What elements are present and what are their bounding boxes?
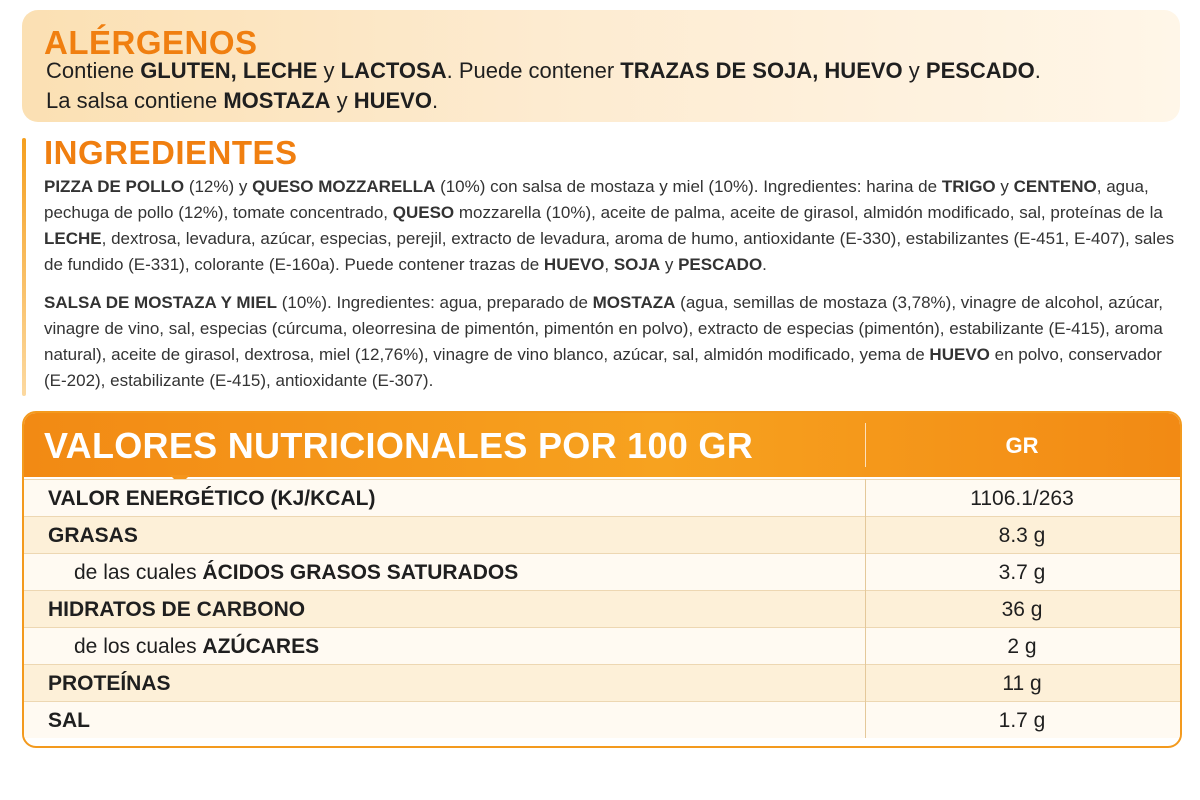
bold-segment: LECHE (44, 229, 102, 248)
row-divider (24, 664, 1180, 665)
nutrient-value: 8.3 g (998, 524, 1046, 547)
text-segment: (12%) y (184, 177, 253, 196)
text-segment: (agua, semillas de mostaza (3,78%), vinagre de alcohol, azúcar, vinagre de vino, sal, especias (cúrcuma, oleorresina de pimentón, pimentón en polvo), extracto de especias (pimentón), estabilizante (E-415), aroma natural), aceite de girasol, dextrosa, miel (12,76%), vinagre de vino blanco, azúcar, sal, almidón modificado, yema de (44, 293, 1164, 364)
nutrient-value: 1.7 g (998, 709, 1046, 732)
ingredients-section (22, 128, 1180, 400)
text-segment: y (995, 177, 1014, 196)
nutrient-label (48, 487, 375, 511)
bold-segment: MOSTAZA (592, 293, 676, 312)
nutrient-label (74, 561, 518, 585)
text-segment: Contiene (46, 58, 141, 83)
bold-segment: HUEVO (353, 88, 432, 113)
table-row (24, 701, 1180, 738)
nutrient-label (48, 598, 305, 622)
row-divider (24, 701, 1180, 702)
bold-segment: LACTOSA (340, 58, 447, 83)
text-segment: , (604, 255, 614, 274)
nutrient-name: VALOR ENERGÉTICO (KJ/KCAL) (48, 487, 376, 510)
bold-segment: TRIGO (941, 177, 996, 196)
row-divider (24, 553, 1180, 554)
table-row (24, 590, 1180, 627)
ingredients-title: INGREDIENTES (44, 134, 298, 171)
allergens-title: ALÉRGENOS (44, 24, 258, 61)
bold-segment: PESCADO (678, 255, 763, 274)
text-segment: y (317, 58, 341, 83)
text-segment: mozzarella (10%), aceite de palma, aceite de girasol, almidón modificado, sal, proteínas de la (454, 203, 1163, 222)
nutrient-name: SAL (48, 709, 90, 732)
bold-segment: HUEVO (929, 345, 990, 364)
row-divider (24, 516, 1180, 517)
table-row (24, 479, 1180, 516)
bold-segment: MOSTAZA (223, 88, 331, 113)
table-row (24, 627, 1180, 664)
nutrient-label-prefix: de las cuales (74, 561, 203, 584)
nutrient-value: 2 g (1007, 635, 1037, 658)
allergens-line-1 (46, 58, 1041, 84)
nutrient-label-prefix: de los cuales (74, 635, 203, 658)
text-segment: . (431, 88, 439, 113)
bold-segment: PESCADO (925, 58, 1035, 83)
table-row (24, 664, 1180, 701)
table-row (24, 553, 1180, 590)
bold-segment: QUESO (392, 203, 455, 222)
nutrient-name: AZÚCARES (202, 635, 320, 658)
text-segment: . (1034, 58, 1041, 83)
text-segment: (10%). Ingredientes: agua, preparado de (276, 293, 593, 312)
nutrition-title: VALORES NUTRICIONALES POR 100 GR (44, 425, 754, 466)
text-segment: y (902, 58, 926, 83)
text-segment: , dextrosa, levadura, azúcar, especias, perejil, extracto de levadura, aroma de humo, antioxidante (E-330), estabilizantes (E-451, E-407), sales de fundido (E-331), colorante (E-160a). Puede contener trazas de (44, 229, 1175, 274)
text-segment: La salsa contiene (46, 88, 224, 113)
text-segment: en polvo, conservador (E-202), estabilizante (E-415), antioxidante (E-307). (44, 345, 1162, 390)
nutrient-value: 36 g (1001, 598, 1043, 621)
allergens-panel (22, 10, 1180, 122)
bold-segment: HUEVO (543, 255, 605, 274)
nutrient-name: ÁCIDOS GRASOS SATURADOS (202, 561, 519, 584)
nutrient-label (48, 709, 90, 733)
text-segment: . (762, 255, 767, 274)
nutrient-name: PROTEÍNAS (48, 672, 171, 695)
text-segment: , agua, pechuga de pollo (12%), tomate concentrado, (44, 177, 1149, 222)
row-divider (24, 627, 1180, 628)
bold-segment: PIZZA DE POLLO (44, 177, 185, 196)
nutrient-name: GRASAS (48, 524, 138, 547)
nutrient-name: HIDRATOS DE CARBONO (48, 598, 306, 621)
ingredients-sauce-paragraph (44, 290, 1180, 394)
nutrient-label (74, 635, 319, 659)
ingredients-accent-bar (22, 138, 26, 396)
nutrient-value: 11 g (1002, 672, 1042, 695)
allergens-line-2 (46, 88, 438, 114)
nutrient-value: 3.7 g (998, 561, 1046, 584)
ingredients-pizza-paragraph (44, 174, 1180, 278)
nutrition-column-header: GR (1005, 433, 1039, 458)
bold-segment: GLUTEN, LECHE (140, 58, 318, 83)
nutrient-value: 1106.1/263 (970, 487, 1074, 510)
bold-segment: CENTENO (1013, 177, 1097, 196)
text-segment: (10%) con salsa de mostaza y miel (10%). Ingredientes: harina de (435, 177, 942, 196)
bold-segment: SOJA (613, 255, 661, 274)
nutrient-label (48, 524, 138, 548)
text-segment: . Puede contener (446, 58, 621, 83)
text-segment: y (660, 255, 679, 274)
text-segment: y (330, 88, 354, 113)
table-row (24, 516, 1180, 553)
nutrition-table (22, 411, 1182, 748)
nutrient-label (48, 672, 171, 696)
bold-segment: SALSA DE MOSTAZA Y MIEL (44, 293, 277, 312)
row-divider (24, 590, 1180, 591)
row-divider (24, 479, 1180, 480)
bold-segment: TRAZAS DE SOJA, HUEVO (620, 58, 903, 83)
nutrition-table-header (24, 413, 1180, 477)
bold-segment: QUESO MOZZARELLA (252, 177, 436, 196)
